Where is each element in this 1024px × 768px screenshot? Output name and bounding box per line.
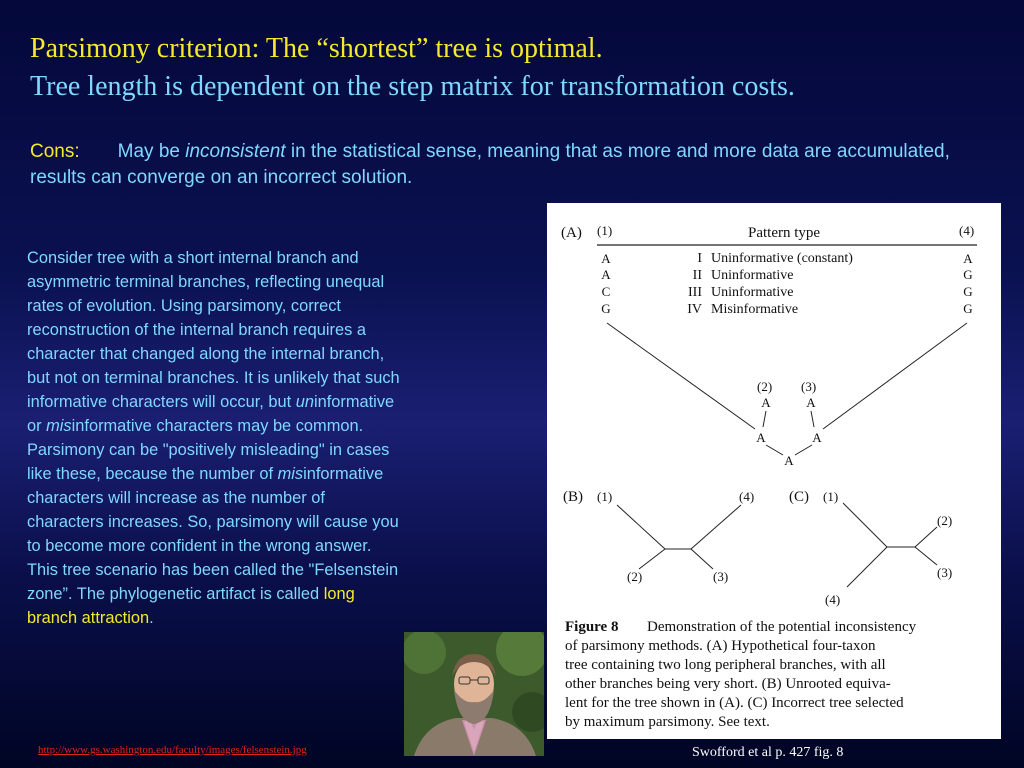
cons-emphasis: inconsistent <box>185 141 286 162</box>
tree-a-stem-right <box>795 445 812 455</box>
tree-a-root: A <box>784 453 794 468</box>
title-line-1: Parsimony criterion: The “shortest” tree is optimal. <box>30 33 603 64</box>
tree-a-branch-4 <box>823 323 967 429</box>
caption-line-2: of parsimony methods. (A) Hypothetical four-taxon <box>565 638 876 654</box>
body-end: . <box>149 609 154 627</box>
caption-line-6: by maximum parsimony. See text. <box>565 714 770 730</box>
panel-c-taxon-3: (3) <box>937 565 953 580</box>
pattern-num-4: IV <box>687 302 702 317</box>
col1-0: A <box>601 251 611 266</box>
tree-a-taxon-2: (2) <box>757 379 773 394</box>
figure-8 <box>547 203 1001 739</box>
tree-c-branch-2 <box>915 527 937 547</box>
felsenstein-photo <box>404 632 544 756</box>
tree-a-node-left: A <box>756 430 766 445</box>
tree-b-branch-1 <box>617 505 665 549</box>
photo-source-link[interactable]: http://www.gs.washington.edu/faculty/images/felsenstein.jpg <box>38 744 307 756</box>
panel-a-taxon-4: (4) <box>959 223 975 238</box>
caption-label: Figure 8 <box>565 619 619 635</box>
body-part-1: Consider tree with a short internal branch and asymmetric terminal branches, reflecting unequal rates of evolution. Using parsimony, correct reconstruction of the internal branch requires a character that changed along the internal branch, but not on terminal branches. It is unlikely that such informative characters will occur, but <box>27 249 400 411</box>
tree-a-stem-left <box>766 445 783 455</box>
tree-a-branch-1 <box>607 323 755 429</box>
caption-line-4: other branches being very short. (B) Unrooted equiva- <box>565 676 891 692</box>
title-line-2: Tree length is dependent on the step matrix for transformation costs. <box>30 71 795 102</box>
caption-line-3: tree containing two long peripheral branches, with all <box>565 657 886 673</box>
col1-3: G <box>601 301 611 316</box>
panel-b-taxon-4: (4) <box>739 489 755 504</box>
pattern-num-3: III <box>688 285 702 300</box>
tree-a-state-2: A <box>761 395 771 410</box>
cons-label: Cons: <box>30 141 80 162</box>
col4-2: G <box>963 284 973 299</box>
tree-a-node-right: A <box>812 430 822 445</box>
body-part-3: informative characters may be common. Parsimony can be "positively misleading" in cases like these, because the number of <box>27 417 390 483</box>
pattern-num-1: I <box>697 251 702 266</box>
pattern-desc-2: Uninformative <box>711 268 794 283</box>
col4-0: A <box>963 251 973 266</box>
slide-title <box>30 30 1010 106</box>
col1-2: C <box>601 284 611 299</box>
tree-c-branch-1 <box>843 503 887 547</box>
body-emph-un: un <box>295 393 314 411</box>
panel-c-taxon-4: (4) <box>825 592 841 607</box>
cons-text-post: in the statistical sense, meaning that as more and more data are accumulated, results can converge on an incorrect solution. <box>30 141 950 188</box>
long-branch-attraction-highlight: long branch attraction <box>27 585 355 627</box>
cons-text-pre: May be <box>117 141 186 162</box>
panel-b-label: (B) <box>563 489 583 505</box>
tree-b-branch-2 <box>639 549 665 569</box>
tree-a-branch-3 <box>811 411 814 427</box>
panel-b-taxon-2: (2) <box>627 569 643 584</box>
caption-line-1: Demonstration of the potential inconsistency <box>647 619 917 635</box>
body-part-4: informative characters will increase as the number of characters increases. So, parsimony will cause you to become more confident in the wrong answer. This tree scenario has been called the "Felsenstein zone”. The phylogenetic artifact is called <box>27 465 399 603</box>
col4-3: G <box>963 301 973 316</box>
panel-b-taxon-1: (1) <box>597 489 613 504</box>
pattern-type-header: Pattern type <box>748 225 821 241</box>
caption-line-5: lent for the tree shown in (A). (C) Incorrect tree selected <box>565 695 904 711</box>
pattern-num-2: II <box>692 268 702 283</box>
panel-a-label: (A) <box>561 225 582 241</box>
tree-a-taxon-3: (3) <box>801 379 817 394</box>
body-emph-mis-2: mis <box>277 465 304 483</box>
panel-c-taxon-2: (2) <box>937 513 953 528</box>
tree-c-branch-4 <box>847 547 887 587</box>
tree-b-branch-4 <box>691 505 741 549</box>
col1-1: A <box>601 267 611 282</box>
body-emph-mis-1: mis <box>46 417 72 435</box>
panel-a-taxon-1: (1) <box>597 223 613 238</box>
figure-credit: Swofford et al p. 427 fig. 8 <box>692 745 844 760</box>
col4-1: G <box>963 267 973 282</box>
pattern-desc-3: Uninformative <box>711 285 794 300</box>
body-part-2: informative or <box>27 393 395 435</box>
tree-c-branch-3 <box>915 547 937 565</box>
tree-b-branch-3 <box>691 549 713 569</box>
tree-a-branch-2 <box>763 411 766 427</box>
panel-c-label: (C) <box>789 489 809 505</box>
cons-paragraph <box>30 139 970 191</box>
pattern-desc-1: Uninformative (constant) <box>711 251 853 266</box>
panel-c-taxon-1: (1) <box>823 489 839 504</box>
body-paragraph <box>27 246 403 630</box>
panel-b-taxon-3: (3) <box>713 569 729 584</box>
pattern-desc-4: Misinformative <box>711 302 799 317</box>
tree-a-state-3: A <box>806 395 816 410</box>
